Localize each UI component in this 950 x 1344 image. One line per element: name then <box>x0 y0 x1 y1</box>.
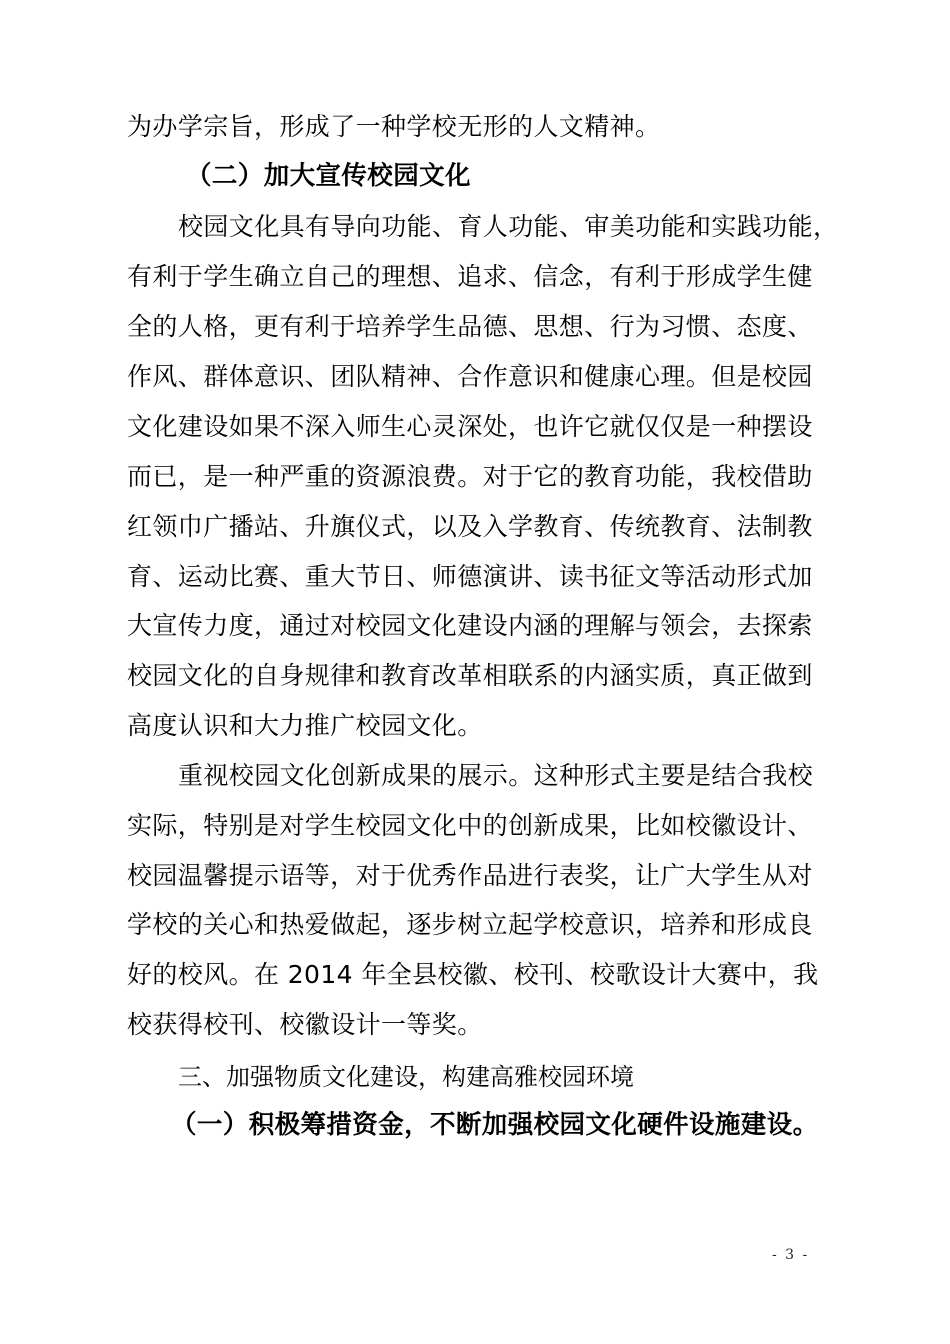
paragraph-line: 作风、群体意识、团队精神、合作意识和健康心理。但是校园 <box>127 362 813 391</box>
paragraph-line: 校园文化的自身规律和教育改革相联系的内涵实质，真正做到 <box>127 661 813 690</box>
paragraph-line: 红领巾广播站、升旗仪式，以及入学教育、传统教育、法制教 <box>127 512 813 541</box>
paragraph-line: 校园文化具有导向功能、育人功能、审美功能和实践功能， <box>178 212 839 241</box>
section-heading-3: 三、加强物质文化建设，构建高雅校园环境 <box>178 1063 634 1091</box>
paragraph-line: 学校的关心和热爱做起，逐步树立起学校意识，培养和形成良 <box>127 910 813 939</box>
paragraph-line: 育、运动比赛、重大节日、师德演讲、读书征文等活动形式加 <box>127 562 813 591</box>
paragraph-line: 而已，是一种严重的资源浪费。对于它的教育功能，我校借助 <box>127 462 813 491</box>
paragraph-line: 有利于学生确立自己的理想、追求、信念，有利于形成学生健 <box>127 262 813 291</box>
paragraph-line: 高度认识和大力推广校园文化。 <box>127 711 483 740</box>
paragraph-line: 重视校园文化创新成果的展示。这种形式主要是结合我校 <box>178 761 814 790</box>
section-heading-2: （二）加大宣传校园文化 <box>186 161 471 191</box>
paragraph-line: 大宣传力度，通过对校园文化建设内涵的理解与领会，去探索 <box>127 611 813 640</box>
paragraph-line: 全的人格，更有利于培养学生品德、思想、行为习惯、态度、 <box>127 312 813 341</box>
subsection-heading: （一）积极筹措资金，不断加强校园文化硬件设施建设。 <box>171 1110 819 1140</box>
paragraph-line: 实际，特别是对学生校园文化中的创新成果，比如校徽设计、 <box>127 811 813 840</box>
page-number: - 3 - <box>772 1247 810 1263</box>
paragraph-line: 校获得校刊、校徽设计一等奖。 <box>127 1010 483 1039</box>
paragraph-line: 好的校风。在 2014 年全县校徽、校刊、校歌设计大赛中，我 <box>127 960 819 989</box>
paragraph-line: 校园温馨提示语等，对于优秀作品进行表奖，让广大学生从对 <box>127 861 813 890</box>
paragraph-line: 文化建设如果不深入师生心灵深处，也许它就仅仅是一种摆设 <box>127 412 813 441</box>
paragraph-line: 为办学宗旨，形成了一种学校无形的人文精神。 <box>127 112 661 141</box>
